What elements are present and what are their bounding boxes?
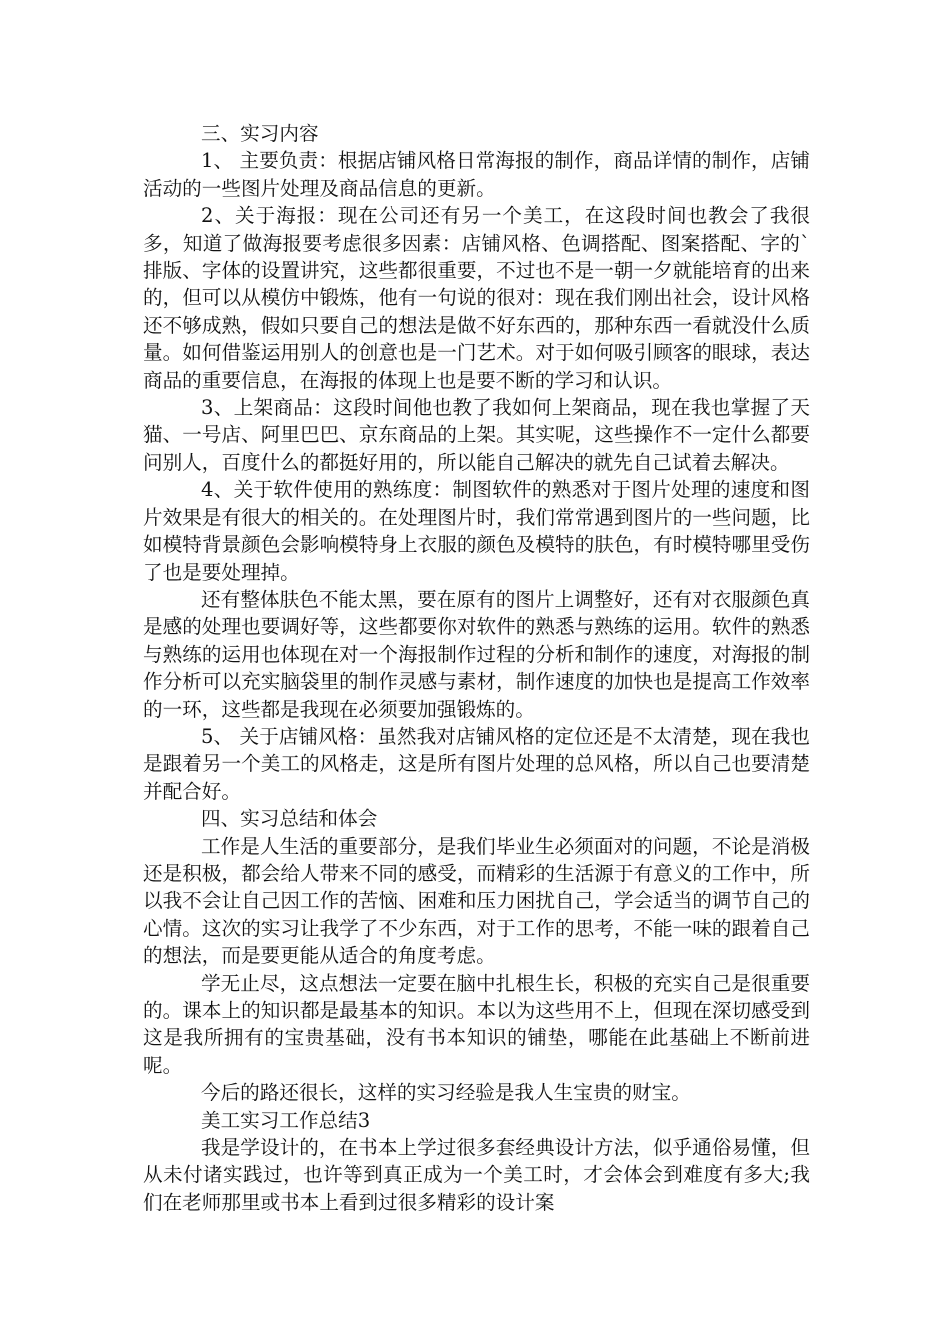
section-heading-summary: 四、实习总结和体会: [201, 807, 378, 831]
paragraph-software-proficiency: 4、关于软件使用的熟练度：制图软件的熟悉对于图片处理的速度和图片效果是有很大的相关的。在处理图片时，我们常常遇到图片的一些问题，比如模特背景颜色会影响模特身上衣服的颜色及模特的肤色，有时模特哪里受伤了也是要处理掉。: [143, 478, 810, 584]
paragraph-design-study: 我是学设计的，在书本上学过很多套经典设计方法，似乎通俗易懂，但从未付诸实践过，也许等到真正成为一个美工时，才会体会到难度有多大;我们在老师那里或书本上看到过很多精彩的设计案: [143, 1136, 810, 1214]
paragraph-future-road: 今后的路还很长，这样的实习经验是我人生宝贵的财宝。: [201, 1081, 691, 1105]
paragraph-main-duties: 1、 主要负责：根据店铺风格日常海报的制作，商品详情的制作，店铺活动的一些图片处理及商品信息的更新。: [143, 149, 810, 200]
document-body: [143, 120, 810, 1216]
paragraph-store-style: 5、 关于店铺风格：虽然我对店铺风格的定位还是不太清楚，现在我也是跟着另一个美工的风格走，这是所有图片处理的总风格，所以自己也要清楚并配合好。: [143, 724, 810, 803]
paragraph-skin-tone-adjustment: 还有整体肤色不能太黑，要在原有的图片上调整好，还有对衣服颜色真是感的处理也要调好等，这些都要你对软件的熟悉与熟练的运用。软件的熟悉与熟练的运用也体现在对一个海报制作过程的分析和制作的速度，对海报的制作分析可以充实脑袋里的制作灵感与素材，制作速度的加快也是提高工作效率的一环，这些都是我现在必须要加强锻炼的。: [143, 587, 810, 721]
section-heading-internship-content: 三、实习内容: [201, 122, 319, 145]
paragraph-listing-products: 3、上架商品：这段时间他也教了我如何上架商品，现在我也掌握了天猫、一号店、阿里巴巴、京东商品的上架。其实呢，这些操作不一定什么都要问别人，百度什么的都挺好用的，所以能自己解决的就先自己试着去解决。: [143, 396, 810, 474]
paragraph-work-reflection: 工作是人生活的重要部分，是我们毕业生必须面对的问题，不论是消极还是积极，都会给人带来不同的感受，而精彩的生活源于有意义的工作中，所以我不会让自己因工作的苦恼、困难和压力困扰自己，学会适当的调节自己的心情。这次的实习让我学了不少东西，对于工作的思考，不能一味的跟着自己的想法，而是要更能从适合的角度考虑。: [143, 834, 810, 968]
paragraph-about-posters: 2、关于海报：现在公司还有另一个美工，在这段时间也教会了我很多，知道了做海报要考虑很多因素：店铺风格、色调搭配、图案搭配、字的`排版、字体的设置讲究，这些都很重要，不过也不是一朝一夕就能培育的出来的，但可以从模仿中锻炼，他有一句说的很对：现在我们刚出社会，设计风格还不够成熟，假如只要自己的想法是做不好东西的，那种东西一看就没什么质量。如何借鉴运用别人的创意也是一门艺术。对于如何吸引顾客的眼球，表达商品的重要信息，在海报的体现上也是要不断的学习和认识。: [143, 204, 810, 392]
paragraph-endless-learning: 学无止尽，这点想法一定要在脑中扎根生长，积极的充实自己是很重要的。课本上的知识都是最基本的知识。本以为这些用不上，但现在深切感受到这是我所拥有的宝贵基础，没有书本知识的铺垫，哪能在此基础上不断前进呢。: [143, 971, 810, 1077]
section-heading-summary-3: 美工实习工作总结3: [201, 1108, 371, 1132]
